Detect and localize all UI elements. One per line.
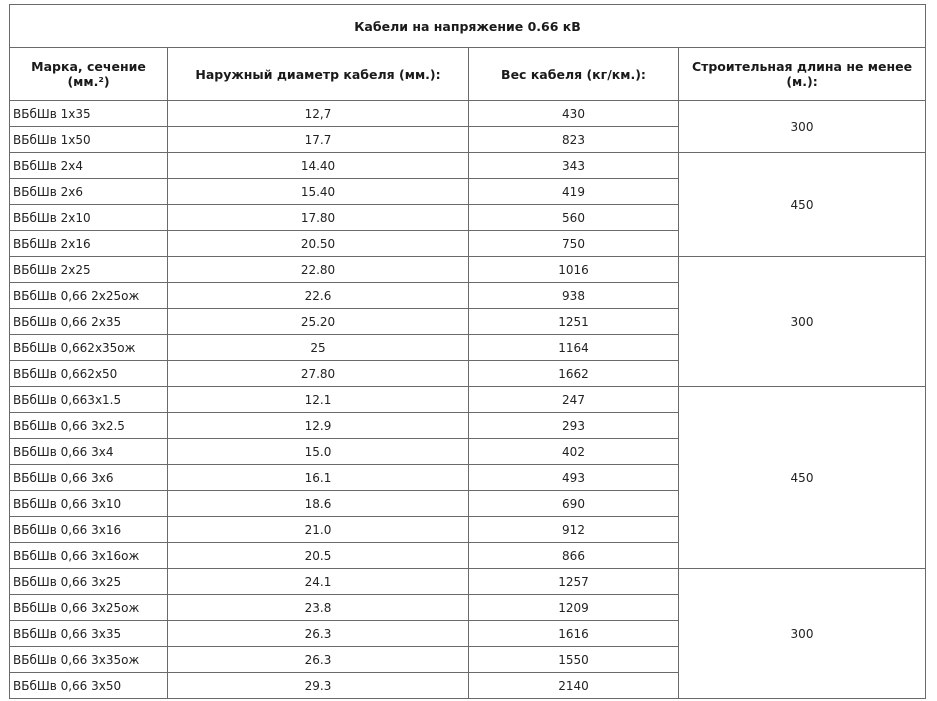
table-row <box>10 257 926 283</box>
cell-mark: ВБбШв 0,66 2х35 <box>10 309 168 335</box>
cell-weight: 1016 <box>469 257 679 283</box>
cell-mark: ВБбШв 2х4 <box>10 153 168 179</box>
cell-weight: 938 <box>469 283 679 309</box>
cell-mark: ВБбШв 0,66 2х25ож <box>10 283 168 309</box>
cell-weight: 1662 <box>469 361 679 387</box>
cell-mark: ВБбШв 0,66 3х4 <box>10 439 168 465</box>
cell-mark: ВБбШв 0,66 3х35 <box>10 621 168 647</box>
header-length: Строительная длина не менее (м.): <box>679 48 926 101</box>
cell-diameter: 12.1 <box>168 387 469 413</box>
cell-mark: ВБбШв 0,66 3х16 <box>10 517 168 543</box>
cable-table <box>9 4 926 699</box>
cell-mark: ВБбШв 0,662х35ож <box>10 335 168 361</box>
cell-weight: 493 <box>469 465 679 491</box>
cell-mark: ВБбШв 2х25 <box>10 257 168 283</box>
cell-length: 300 <box>679 569 926 699</box>
cell-weight: 866 <box>469 543 679 569</box>
cell-diameter: 17.80 <box>168 205 469 231</box>
cell-weight: 419 <box>469 179 679 205</box>
cell-diameter: 20.5 <box>168 543 469 569</box>
table-row <box>10 153 926 179</box>
cell-diameter: 17.7 <box>168 127 469 153</box>
cell-mark: ВБбШв 0,663х1.5 <box>10 387 168 413</box>
cell-mark: ВБбШв 1х50 <box>10 127 168 153</box>
table-body <box>10 101 926 699</box>
cell-weight: 2140 <box>469 673 679 699</box>
cell-diameter: 20.50 <box>168 231 469 257</box>
cell-weight: 293 <box>469 413 679 439</box>
cell-diameter: 16.1 <box>168 465 469 491</box>
table-title: Кабели на напряжение 0.66 кВ <box>10 5 926 48</box>
cell-length: 450 <box>679 387 926 569</box>
cell-diameter: 15.0 <box>168 439 469 465</box>
header-diameter: Наружный диаметр кабеля (мм.): <box>168 48 469 101</box>
cell-mark: ВБбШв 0,66 3х50 <box>10 673 168 699</box>
cell-mark: ВБбШв 2х10 <box>10 205 168 231</box>
cell-diameter: 22.80 <box>168 257 469 283</box>
cell-length: 450 <box>679 153 926 257</box>
cell-weight: 750 <box>469 231 679 257</box>
cell-mark: ВБбШв 2х16 <box>10 231 168 257</box>
cell-diameter: 24.1 <box>168 569 469 595</box>
header-mark: Марка, сечение (мм.²) <box>10 48 168 101</box>
cell-diameter: 15.40 <box>168 179 469 205</box>
cable-table-container <box>9 4 925 699</box>
cell-mark: ВБбШв 0,66 3х25ож <box>10 595 168 621</box>
cell-weight: 1257 <box>469 569 679 595</box>
cell-diameter: 25 <box>168 335 469 361</box>
cell-length: 300 <box>679 257 926 387</box>
cell-weight: 823 <box>469 127 679 153</box>
cell-mark: ВБбШв 0,66 3х6 <box>10 465 168 491</box>
table-row <box>10 387 926 413</box>
table-row <box>10 101 926 127</box>
cell-mark: ВБбШв 0,662х50 <box>10 361 168 387</box>
cell-mark: ВБбШв 0,66 3х16ож <box>10 543 168 569</box>
cell-diameter: 18.6 <box>168 491 469 517</box>
cell-mark: ВБбШв 0,66 3х10 <box>10 491 168 517</box>
cell-weight: 690 <box>469 491 679 517</box>
cell-weight: 912 <box>469 517 679 543</box>
cell-weight: 343 <box>469 153 679 179</box>
cell-weight: 1550 <box>469 647 679 673</box>
cell-weight: 1164 <box>469 335 679 361</box>
cell-weight: 1251 <box>469 309 679 335</box>
cell-weight: 402 <box>469 439 679 465</box>
cell-diameter: 22.6 <box>168 283 469 309</box>
header-weight: Вес кабеля (кг/км.): <box>469 48 679 101</box>
cell-mark: ВБбШв 0,66 3х2.5 <box>10 413 168 439</box>
table-row <box>10 569 926 595</box>
cell-diameter: 12.9 <box>168 413 469 439</box>
cell-mark: ВБбШв 1х35 <box>10 101 168 127</box>
cell-diameter: 21.0 <box>168 517 469 543</box>
cell-diameter: 14.40 <box>168 153 469 179</box>
cell-weight: 247 <box>469 387 679 413</box>
cell-diameter: 27.80 <box>168 361 469 387</box>
cell-diameter: 23.8 <box>168 595 469 621</box>
cell-mark: ВБбШв 0,66 3х35ож <box>10 647 168 673</box>
cell-diameter: 12,7 <box>168 101 469 127</box>
cell-mark: ВБбШв 2х6 <box>10 179 168 205</box>
cell-weight: 560 <box>469 205 679 231</box>
cell-diameter: 26.3 <box>168 621 469 647</box>
cell-mark: ВБбШв 0,66 3х25 <box>10 569 168 595</box>
cell-diameter: 26.3 <box>168 647 469 673</box>
cell-length: 300 <box>679 101 926 153</box>
cell-weight: 430 <box>469 101 679 127</box>
cell-weight: 1209 <box>469 595 679 621</box>
cell-weight: 1616 <box>469 621 679 647</box>
cell-diameter: 29.3 <box>168 673 469 699</box>
cell-diameter: 25.20 <box>168 309 469 335</box>
